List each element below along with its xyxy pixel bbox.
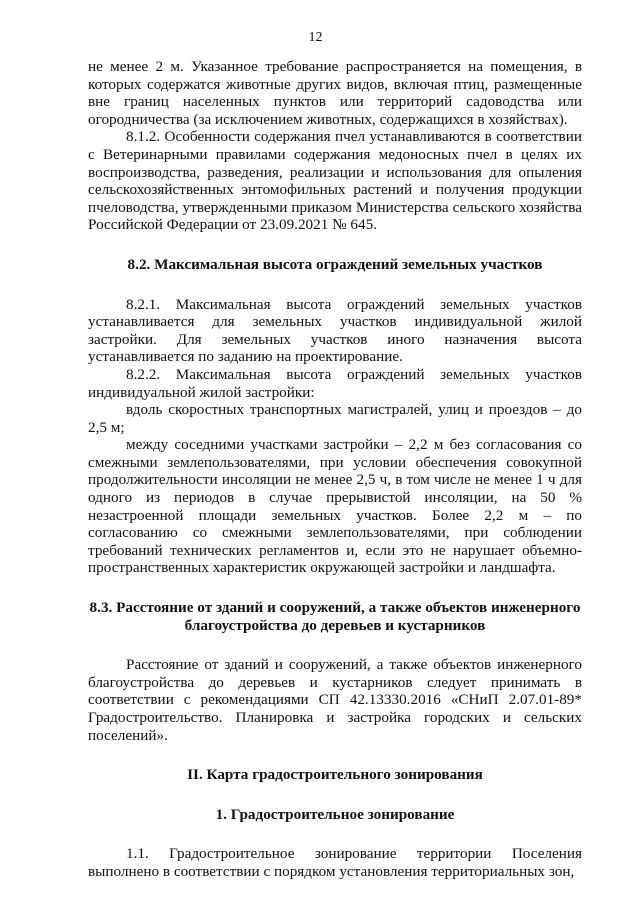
paragraph-8-2-2: 8.2.2. Максимальная высота ограждений земельных участков индивидуальной жилой застройки: [88,365,582,401]
paragraph-list-item: вдоль скоростных транспортных магистралей, улиц и проездов – до 2,5 м; [88,401,582,436]
paragraph-1-1: 1.1. Градостроительное зонирование территории Поселения выполнено в соответствии с порядком установления территориальных зон, [88,845,582,880]
paragraph-8-2-1: 8.2.1. Максимальная высота ограждений земельных участков устанавливается для земельных участков индивидуальной жилой застройки. Для земельных участков иного назначения высота устанавливается по заданию на проектирование. [88,295,582,366]
paragraph-list-item: между соседними участками застройки – 2,2 м без согласования со смежными землепользователями, при условии обеспечения совокупной продолжительности инсоляции не менее 2,5 ч, в том числе не менее 1 ч для одного из периодов в случае прерывистой инсоляции, на 50 % незастроенной площади земельных участков. Более 2,2 м – по согласованию со смежными землепользователями, при соблюдении требований технических регламентов и, если это не нарушает объемно-пространственных характеристик окружающей застройки и ландшафта. [88,436,582,577]
heading-8-3: 8.3. Расстояние от зданий и сооружений, а также объектов инженерного благоустройства до деревьев и кустарников [89,599,581,634]
paragraph-8-3: Расстояние от зданий и сооружений, а также объектов инженерного благоустройства до деревьев и кустарников следует принимать в соответствии с рекомендациями СП 42.13330.2016 «СНиП 2.07.01-89* Градостроительство. Планировка и застройка городских и сельских поселений». [88,656,582,744]
heading-1: 1. Градостроительное зонирование [215,805,455,823]
paragraph: не менее 2 м. Указанное требование распространяется на помещения, в которых содержатся животные других видов, включая птиц, размещенные вне границ населенных пунктов или территорий садоводства или огородничества (за исключением животных, содержащихся в хозяйствах). [88,58,582,128]
paragraph-8-1-2: 8.1.2. Особенности содержания пчел устанавливаются в соответствии с Ветеринарными правилами содержания медоносных пчел в целях их воспроизводства, разведения, реализации и использования для опыления сельскохозяйственных энтомофильных растений и получения продукции пчеловодства, утвержденными приказом Министерства сельского хозяйства Российской Федерации от 23.09.2021 № 645. [88,128,582,234]
document-body [88,58,582,881]
page-number: 12 [308,30,323,45]
heading-8-2: 8.2. Максимальная высота ограждений земельных участков [127,255,543,273]
heading-section-ii: II. Карта градостроительного зонирования [187,766,483,784]
